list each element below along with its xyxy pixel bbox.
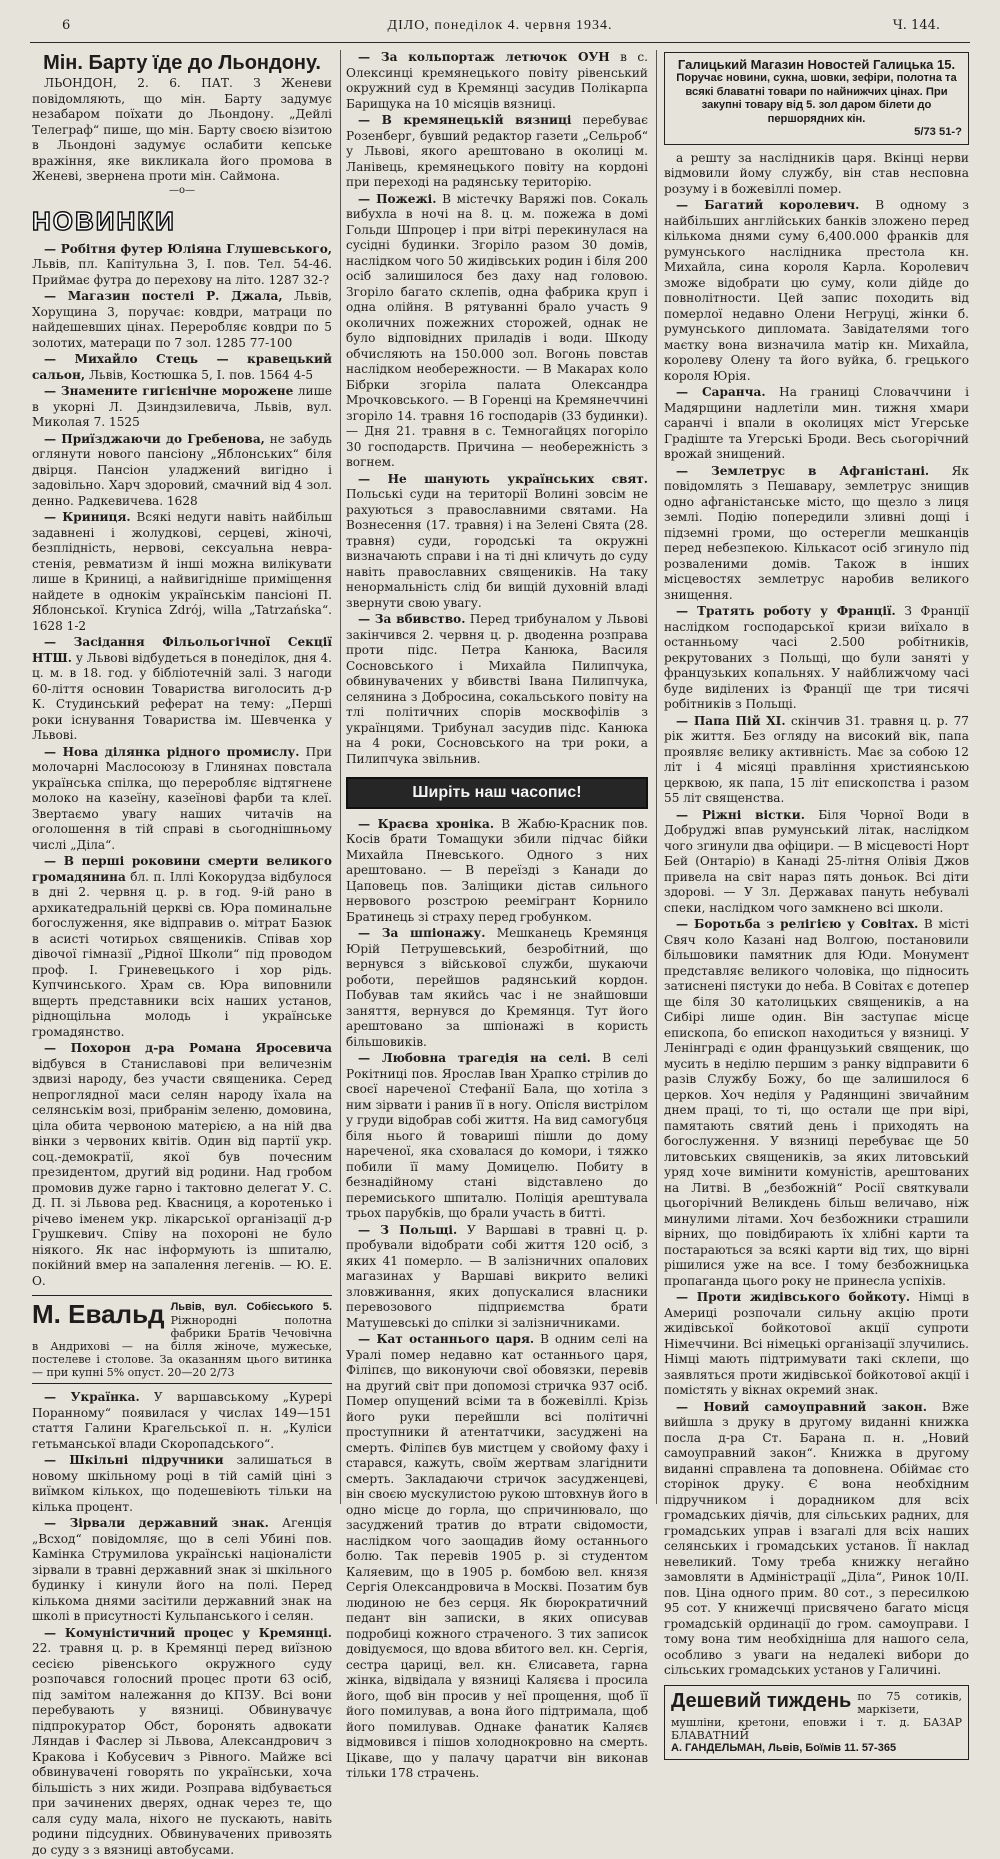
news-item xyxy=(346,1223,648,1332)
news-item xyxy=(664,1290,969,1399)
news-item-title: — Саранча. xyxy=(676,385,766,399)
news-item xyxy=(32,1041,332,1289)
news-item xyxy=(32,289,332,351)
news-item-text: В містечку Варяжі пов. Сокаль вибухла в ночі на 8. ц. м. пожежа в домі Гольди Шпроцер і при вітрі перекинулася на сусідні будинки. Згоріло разом 30 домів, наслідком чого 50 жидівських родин і біля 200 осіб залишилося без даху над головою. Згоріло багато склепів, одна фабрика круп і одна олійня. В рятуванні брало участь 9 околичних пожежних сторожей, однак не було відповідних приладів і води. Шкоду обчисляють на 150.000 зол. Вогонь повстав наслідком необережности. — В Макарах коло Бібрки згоріла палата Олександра Мрочковського. — В Горенці на Кремянеччині згоріло 14. травня 16 господарів (33 будинки). — Дня 21. травня в с. Темногайцях погоріло 30 господарств. Причина — необережність з вогнем. xyxy=(346,191,648,469)
news-item xyxy=(32,1626,332,1859)
news-item-title: — Похорон д-ра Романа Яросевича xyxy=(44,1041,332,1055)
news-item xyxy=(32,510,332,634)
news-item xyxy=(32,1390,332,1452)
article-barthou: ЛЬОНДОН, 2. 6. ПАТ. З Женеви повідомляють, що мін. Барту задумує незабаром поїхати до Льондону. „Дейлі Телеграф“ пише, що мін. Барту своєю візитою в Льондоні задумує ослабити кепське вражіння, яке викликала його промова в Женеві, звернена проти мін. Саймона. xyxy=(32,76,332,183)
news-item-title: — Боротьба з релігією у Совітах. xyxy=(676,917,919,931)
news-item-title: — Нова ділянка рідного промислу. xyxy=(44,744,300,759)
news-item-title: — Комуністичний процес у Кремянці. xyxy=(44,1625,332,1640)
news-item-text: не забудь оглянути нового пансіону „Яблонських“ біля двірця. Пансіон уладжений вигідно і задовільно. Харч здоровий, смачний від 4 зол. денно. Радкевичева. 1628 xyxy=(32,431,332,508)
news-item xyxy=(32,432,332,510)
news-item-title: — З Польщі. xyxy=(358,1222,458,1237)
news-item-title: — Криниця. xyxy=(44,510,131,524)
news-item-title: — Краєва хроніка. xyxy=(358,816,495,831)
news-item-text: В Жабю-Красник пов. Косів брати Томащуки збили підчас бійки Михайла Пневського. Одного з них арештовано. — В переїзді з Канади до Цаповець пов. Заліщики дістав сильного нервового розстрою реемігрант Корнило Братинець зі страху перед гробунком. xyxy=(346,816,649,924)
page-number: 6 xyxy=(62,18,71,33)
news-item xyxy=(32,1453,332,1515)
news-item-text: лише в укорні Л. Дзиндзилевича, Львів, вул. Миколая 7. 1525 xyxy=(32,384,332,429)
news-list-2 xyxy=(32,1390,332,1858)
news-item-text: в с. Олексинці кремянецького повіту рівенський окружний суд в Кремянці засудив Полікарпа Барищука на 10 місяців вязниці. xyxy=(346,50,648,111)
news-item-text: В селі Рокітниці пов. Ярослав Іван Храпко стрілив до своєї нареченої Стефанії Бала, що хотіла з ним зірвати і ранив її в ногу. Опісля вистрілом у груди відобрав собі життя. На вид самогубця біля нього й товариші пішли до дому нареченої, яка сховалася до комори, і тяжко побили її маму Домицелю. Побиту в безнадійному стані відставлено до перемиського шпиталю. Поліція арештувала трьох парубків, що брали участь в битті. xyxy=(346,1051,648,1220)
news-item xyxy=(664,714,969,807)
ad-ewald-address: Львів, вул. Собієського 5. xyxy=(170,1301,332,1313)
ad-ewald-text: Ріжнородні полотна фабрики Братів Чечовічна в Андрихові — на білля жіноче, мужеське, постелеве і столове. За оказанням цього витинка — при купні 5% опуст. 20—20 xyxy=(32,1314,332,1379)
news-item xyxy=(664,198,969,384)
news-item xyxy=(32,384,332,431)
news-item-text: залишаться в новому шкільному році в тій самій ціні з виїмком кількох, що подешевіють тільки на кілька процент. xyxy=(32,1453,332,1514)
news-item xyxy=(32,745,332,854)
news-item-text: З Франції наслідком господарської кризи виїхало в останньому часі 2.500 робітників, рекрутованих з Польщі, що були заняті у французьких копальнях. У найближчому часі буде виділених із Франції ще три тисячі робітників з Польщі. xyxy=(664,604,969,711)
news-item xyxy=(664,604,969,713)
issue-number: Ч. 144. xyxy=(892,18,940,33)
news-item-title: — За шпіонажу. xyxy=(358,926,486,940)
news-item-title: — Знамените гигієнічне морожене xyxy=(44,384,294,398)
news-item-text: Львів, Хорущина 3, поручає: ковдри, матраци по найдешевших цінах. Переробляє ковдри по 5 золотих, матераци по 7 зол. 1285 77-100 xyxy=(32,289,332,350)
news-item xyxy=(346,50,648,112)
page-header xyxy=(30,14,970,43)
ornament: —о— xyxy=(168,184,196,196)
news-item-title: — За кольпортаж летючок ОУН xyxy=(358,50,610,64)
news-item xyxy=(32,352,332,383)
news-item-title: — Кат останнього царя. xyxy=(358,1332,535,1346)
news-item xyxy=(346,1051,648,1222)
news-list-2 xyxy=(346,817,648,1782)
masthead: ДІЛО, понеділок 4. червня 1934. xyxy=(387,18,613,33)
news-item-text: У варшавському „Курері Поранному“ появилася у числах 149—151 стаття Галини Крагельської п. н. „Куліси гетьманської влади Скоропадського“. xyxy=(32,1390,332,1451)
news-item xyxy=(664,464,969,604)
ad-cheap-week xyxy=(664,1685,969,1760)
news-item-text: у Львові відбудеться в понеділок, дня 4. ц. м. в 18. год. у бібліотечній залі. З нагоди 60-ліття основин Товариства виголосить д-р К. Студинський реферат на тему: „Перші роки існування Товариства ім. Шевченка у Львові. xyxy=(32,650,332,742)
headline-barthou: Мін. Барту їде до Льондону. xyxy=(43,52,321,74)
news-list xyxy=(664,198,969,1679)
column-2 xyxy=(346,50,648,1783)
ad-galician-store xyxy=(664,52,969,145)
news-item xyxy=(346,1332,648,1782)
column-1 xyxy=(32,50,332,1859)
ad-store-text: Поручає новини, сукна, шовки, зефіри, полотна та всякі блаватні товари по найнижчих цінах. При закупні товару від 5. зол даром білети до першорядних кін. xyxy=(676,72,957,125)
news-item-text: Як повідомлять з Пешавару, землетрус знищив одно афганістанське місто, що щезло з лиця землі. Подію попередили зливні дощі і підземні громи, що остерегли мешканців перед небезпекою. Кількасот осіб згинуло під розваленими домів. Також в інших місцевостях землетрус наробив великого знищення. xyxy=(664,463,969,602)
news-item-title: — Приїзджаючи до Гребенова, xyxy=(44,431,265,446)
news-item-text: Біля Чорної Води в Добруджі впав румунський літак, наслідком чого згинули два офіцири. — В місцевості Норт Бей (Онтаріо) в Канаді 25-літня Олівія Джов привела на світ нараз пять доньок. Всі діти здорові. — У Зл. Державах пануть небувалі спеки, наслідком чого замкнено всі школи. xyxy=(664,807,969,915)
section-title-news: НОВИНКИ xyxy=(32,205,176,236)
news-item xyxy=(664,808,969,917)
news-item-title: — Любовна трагедія на селі. xyxy=(358,1051,591,1065)
news-item-title: — Проти жидівського бойкоту. xyxy=(676,1290,911,1304)
news-item-title: — Засідання Фільольогічної Секції НТШ. xyxy=(32,635,332,665)
news-item-text: У Варшаві в травні ц. р. пробували відобрати собі життя 120 осіб, з яких 41 померло. — В залізничних опалових магазинах у Варшаві викрито великі зловживання, яких допускалися власники перевозового підприємства брати Матушевські до спілки зі залізничниками. xyxy=(346,1222,648,1330)
ad-ewald xyxy=(32,1295,332,1384)
news-item-text: Агенція „Всход“ повідомляє, що в селі Убині пов. Камінка Струмилова українські націоналісти зірвали в травні державний знак зі шкільного будинку і кинули його на полі. Перед кількома днями засітили державний знак на школі в присутності Кульпанського і селян. xyxy=(32,1516,332,1623)
news-item xyxy=(346,926,648,1050)
news-item xyxy=(346,113,648,191)
ad-ewald-code: 2/73 xyxy=(209,1366,235,1379)
news-item-title: — Магазин постелі Р. Джала, xyxy=(44,289,283,303)
news-item-text: Німці в Америці розпочали сильну акцію проти жидівської бойкотової акції супроти Німеччини. Всі німецькі організації злучились. Німці мають підтримувати такі склепи, що заявляться проти жидівської бойкотової акції і помістять у вікнах окремий знак. xyxy=(664,1290,969,1397)
ad-cheap-week-text: по 75 сотиків, маркізети, мушліни, кретони, еповжи і т. д. БАЗАР БЛАВАТНИЙ xyxy=(671,1689,962,1742)
news-item xyxy=(664,385,969,463)
news-item-title: — Михайло Стець — кравецький сальон, xyxy=(32,352,332,382)
news-item xyxy=(32,242,332,289)
banner-spread-paper: Ширіть наш часопис! xyxy=(346,777,648,809)
news-item-text: Львів, пл. Капітульна 3, І. пов. Тел. 54-46. Приймає футра до перехову на літо. 1287 32-? xyxy=(32,257,332,287)
news-item-text: перебуває Розенберг, бувший редактор газети „Сельроб“ у Львові, якого арештовано в околиці м. Ланівець, кремянецького повіту на кордоні при переході на радянську територію. xyxy=(346,113,648,189)
ad-store-code: 5/73 51-? xyxy=(914,126,962,138)
news-item xyxy=(346,472,648,612)
news-item xyxy=(32,854,332,1040)
column-3 xyxy=(664,50,969,1760)
ad-ewald-name: М. Евальд xyxy=(32,1299,165,1329)
news-item-title: — Шкільні підручники xyxy=(44,1453,224,1467)
news-item-text: Вже вийшла з друку в другому виданні книжка посла д-ра Ст. Барана п. н. „Новий самоуправний закон“. Книжка в другому виданні справлена та доповнена. Обіймає сто сторінок друку. Є вона необхідним підручником і дорадником для всіх громадських діячів, для сільських радних, для громадських управ і взагалі для всіх наших селянських і громадських установ. Її наклад невеликий. Тому треба книжку негайно замовляти в Адміністрації „Діла“, Ринок 10/ІІ. пов. Ціна одного прим. 80 сот., з пересилкою 95 сот. У книжечці присвячено багато місця громадській ординації до гром. самоуправи. І тому вона тим необхідніша для нашого села, особливо з уваги на недалекі вибори до сільських громадських установ у Галичині. xyxy=(664,1399,969,1677)
news-item-text: 22. травня ц. р. в Кремянці перед виїзною сесією рівенського окружного суду розпочався голосний процес проти 63 осіб, під замітом належання до КПЗУ. Всі вони перебувають у вязниці. Обвинувачує підпрокуратор Обст, боронять адвокати Ляндав і Фаслер зі Львова, Александрович з Кракова і Кобусевич з Рівного. Майже всі обвинувачені говорять по українськи, хоча більшість з них жиди. Розправа відбувається при зачинених дверях, однак через те, що саля суду мала, ніхого не пускають, навіть родини підсудних. Обвинувачених привозять до суду з з вязниці автобусами. xyxy=(32,1641,332,1857)
news-item-title: — За вбивство. xyxy=(358,612,466,626)
news-item xyxy=(346,192,648,471)
news-item-text: Всякі недуги навіть найбільш задавнені і жолудкові, серцеві, жіночі, безплідність, нервові, сексуальна невра-стенія, ревматизм й інші можна вилікувати лише в Криниці, а найвигідніше приміщення найдете в однокім українськім пансіоні П. Яблонської. Krynica Zdrój, willa „Tatrzańska“. 1628 1-2 xyxy=(32,510,332,633)
news-item-text: відбувся в Станиславові при величезнім здвизі народу, без участи священика. Серед непроглядної маси селян народу їхала на селянськім возі, прибранім зеленю, домовина, ціла обита червоною матерією, а на ній два вінки з червоних квітів. Один від партії укр. соц.-демократії, якої був почесним президентом, другий від родини. Над гробом промовив дуже гарно і тактовно делегат У. С. Д. П. зі Львова ред. Квасниця, а коротенько і річево іменем укр. лікарської організації д-р Грушкевич. Співу на похороні не було ніякого. Як нас інформують із шпиталю, покійний вмер на запалення легенів. — Ю. Е. О. xyxy=(32,1056,332,1288)
news-item-text: В одному з найбільших англійських банків зложено перед кількома днями суму 6,400.000 франків для румунського наслідника престола кн. Михайла, сина короля Карла. Королевич зможе відобрати цю суму, коли дійде до повнолітности. Цей запис походить від померлої недавно Олени Негруці, жінки б. румунського дипломата. Завідателями того маєтку вона визначила матір кн. Михайла, королеву Олену та його вуйка, б. грецького короля Юрія. xyxy=(664,198,969,383)
news-list xyxy=(346,50,648,767)
news-item-text: При молочарні Маслосоюзу в Глинянах повстала українська спілка, що переробляє відтягнене молоко на казеїну, казеїнові фарби та клеї. Звертаємо увагу наших читачів на оголошення в тій справі в сьогоднішньому числі „Діла“. xyxy=(32,744,332,852)
news-item-text: В одним селі на Уралі помер недавно кат останнього царя, Філіпєв, що виконуючи свої обовязки, перевів на другий світ при допомозі стричка 937 осіб. Помер опущений всіми та в божевіллі. Крізь його руки перейшли всі політичні проступники й атентатчики, засуджені на смерть. Філіпєв був мистцем у свойому фаху і старався, кажуть, своїм жертвам злагіднити смерть. Закладаючи стричок засудженцеві, він своєю мускулистою рукою штовхнув його в одно місце до горла, що спричинювало, що засуджений тратив до втрати свідомости, наслідком чого заощадив йому останнього болю. Так перевів 1905 р. зі студентом Каляевим, що в 1905 р. бомбою вел. князя Сергія Олександровича в Москві. Позатим був людиною не без серця. Як бюрократичний педант він записки, в яких описував подробиці кожного страченого. З тих записок довідуємося, що вдова вбитого вел. кн. Сергія, сестра цариці, вел. кн. Єлисавета, гарна жінка, відвідала у вязниці Каляєва і просила його, щоб він просив у неї прощення, щоб її його помилував, а вона його підтримала, щоб його помилував. Однаке фанатик Каляєв відмовився і пішов холоднокровно на смерть. Цікаве, що у палачу царатчи він виконав тільки 178 страчень. xyxy=(346,1332,648,1780)
news-item-title: — Папа Пій XI. xyxy=(676,713,786,728)
ad-cheap-week-address: А. ГАНДЕЛЬМАН, Львів, Боїмів 11. 57-365 xyxy=(671,1741,897,1754)
news-item-title: — Українка. xyxy=(44,1390,140,1404)
news-item xyxy=(32,1516,332,1625)
news-item-title: — Багатий королевич. xyxy=(676,198,860,212)
ad-store-title: Галицький Магазин Новостей Галицька 15. xyxy=(677,57,956,72)
news-item-text: скінчив 31. травня ц. р. 77 рік життя. Без огляду на високий вік, папа проявляє велику активність. Має за собою 12 літ і 4 місяці правління християнською церквою, як папа, 15 літ епископства і разом 55 літ священства. xyxy=(664,713,969,805)
news-item xyxy=(346,817,648,926)
news-item-title: — В кремянецькій вязниці xyxy=(358,113,572,127)
news-item-text: бл. п. Іллі Кокорудза відбулося в дні 2. червня ц. р. в год. 9-ій рано в архикатедральній церкві св. Юра поминальне богослуження, яке відправив о. мітрат Базюк в асисті чотирьох священиків. Співав хор дівочої гімназії „Рідної Школи“ під проводом проф. І. Гриневецького і хор рідь. Купчинського. Храм св. Юра виповнили вщерть представники всіх наших установ, ріднощільна молодь і українське громадянство. xyxy=(32,869,332,1039)
news-item-title: — Робітня футер Юліяна Глушевського, xyxy=(44,241,332,256)
news-item-title: — Не шанують українських свят. xyxy=(358,471,648,486)
news-item-text: Львів, Костюшка 5, І. пов. 1564 4-5 xyxy=(88,367,314,382)
news-item-title: — Пожежі. xyxy=(358,191,437,206)
news-item-title: — В перші роковини смерти великого громадянина xyxy=(32,854,332,884)
news-item xyxy=(32,635,332,744)
article-continuation: а решту за наслідників царя. Вкінці нерви відмовили йому службу, він став несповна розуму і в божевіллі помер. xyxy=(664,150,969,196)
news-list xyxy=(32,242,332,1290)
news-item-text: Перед трибуналом у Львові закінчився 2. червня ц. р. дводенна розправа проти підс. Петра Канюка, Василя Сосновського і Михайла Пилипчука, обвинувачених у вбивстві Івана Пилипчука, селянина з Добросина, сокальського повіту на тлі політичних спорів москвофілів з українцями. Трибунал засудив підс. Канюка на 4 роки, Сосновського на три роки, а Пилипчука звільнив. xyxy=(346,612,649,766)
news-item xyxy=(664,1400,969,1679)
ad-cheap-week-title: Дешевий тиждень xyxy=(671,1689,852,1712)
news-item-text: Мешканець Кремянця Юрій Петрушевський, безробітний, що вернувся з військової служби, шукаючи роботи, перейшов радянський кордон. Побував там якийсь час і не знайшовши заняття, вернувся до Кремянця. Тут його арештовано за шпіонажі в користь більшовиків. xyxy=(346,926,648,1049)
news-item-title: — Зірвали державний знак. xyxy=(44,1516,269,1530)
news-item-text: На границі Словаччини і Мадярщини надлетіли мин. тижня хмари саранчі і впали в околицях міст Угерське Градіште та Угерські Броди. Весь сьогорічний врожай знищений. xyxy=(664,385,969,461)
news-item-title: — Ріжні вістки. xyxy=(676,807,805,822)
news-item xyxy=(346,612,648,767)
column-rule xyxy=(340,50,341,1504)
news-item-title: — Землетрус в Афганістані. xyxy=(676,463,930,478)
news-item-text: В місті Свяч коло Казані над Волгою, постановили більшовики памятник для Юди. Монумент представляє великого чоловіка, що підносить затиснені пястуки до неба. В Совітах є дотепер ще біля 30 католицьких священиків, а на Сибірі лише один. Він заступає місце епископа, бо епископ находиться у вязниці. У Ленінграді є один французький священик, що мусить в неділю першим з ранку відправити 6 разів Службу Божу, бо ще залишилося 6 церков. Хоч неділя у Радянщині звичайним днем праці, то ті, що остали ще при вірі, памятають святий день і приходять на богослуження. У вязниці перебуває ще 50 литовських священиків, за яких литовський уряд хоче вимінити комуністів, арештованих на Литві. В „безбожній“ Росії святкували цьогорічний Великдень більш величаво, ніж минулими літами. Хоч безбожники страшили вірних, що повідбирають їх хлібні карти та постараються за всякі карти від тих, що вірні рішилися уже на все. І тому безбожницька пропаганда цього року не принесла успіхів. xyxy=(664,917,969,1288)
column-rule xyxy=(656,50,657,1504)
news-item-text: Польські суди на території Волині зовсім не рахуються з православними святами. На Вознесення (17. травня) і на Зелені Свята (28. травня) суди, городські та окружні визначають справи і на ті дні кличуть до суду навіть православних священиків. На таку ненормальність слід би вищій духовній владі звернути свою увагу. xyxy=(346,487,648,610)
news-item xyxy=(664,917,969,1289)
news-item-title: — Новий самоуправний закон. xyxy=(676,1399,927,1414)
news-item-title: — Тратять роботу у Франції. xyxy=(676,604,896,618)
